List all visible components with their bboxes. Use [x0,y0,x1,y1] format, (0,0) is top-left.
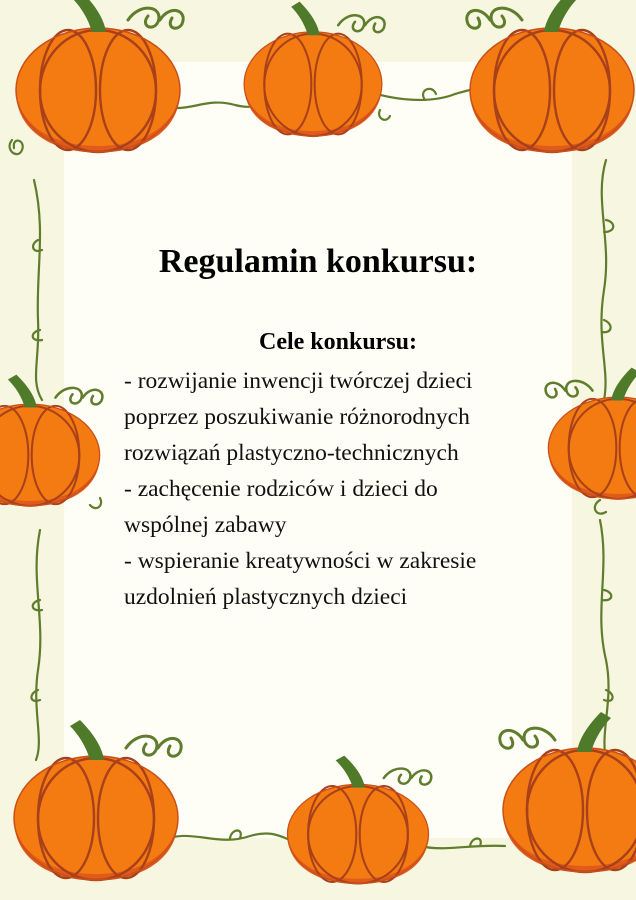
goal-line: rozwiązań plastyczno-technicznych [124,440,459,466]
document-title: Regulamin konkursu: [158,243,478,280]
goal-line: uzdolnień plastycznych dzieci [124,584,408,610]
goals-list [124,363,564,615]
goal-line: - wspieranie kreatywności w zakresie [124,548,477,574]
goal-line: poprzez poszukiwanie różnorodnych [124,404,470,430]
goal-line: wspólnej zabawy [124,512,287,538]
goal-line: - rozwijanie inwencji twórczej dzieci [124,368,473,394]
goal-line: - zachęcenie rodziców i dzieci do [124,476,438,502]
section-heading: Cele konkursu: [258,329,418,355]
